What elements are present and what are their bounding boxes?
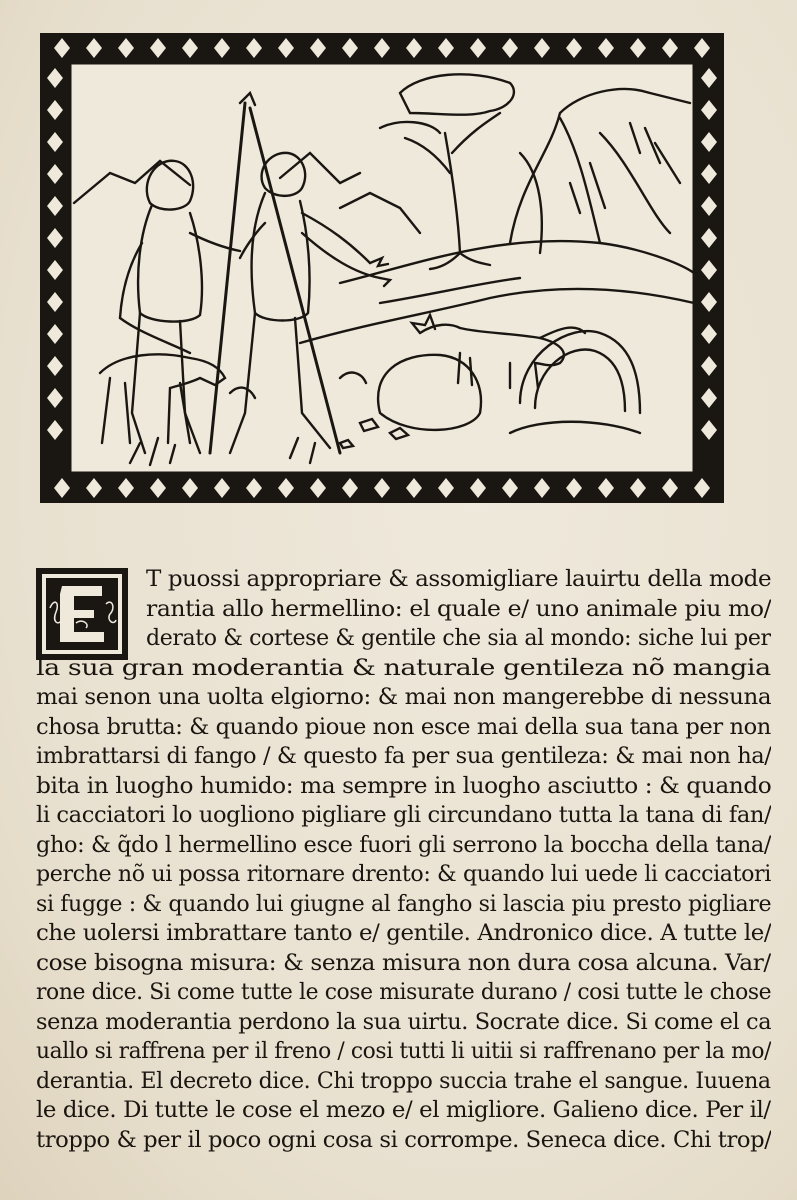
- text-line: T puossi appropriare & assomigliare lauirtu della mode: [146, 566, 772, 592]
- text-line: derantia. El decreto dice. Chi troppo succia trahe el sangue. Iuuena: [36, 1067, 771, 1094]
- text-line: senza moderantia perdono la sua uirtu. Socrate dice. Si come el ca: [36, 1008, 772, 1035]
- text-line: troppo & per il poco ogni cosa si corrompe. Seneca dice. Chi trop/: [36, 1126, 772, 1153]
- decorated-initial-E-icon: [36, 568, 128, 660]
- text-line: cose bisogna misura: & senza misura non dura cosa alcuna. Var/: [36, 949, 771, 976]
- text-line: rone dice. Si come tutte le cose misurate durano / cosi tutte le chose: [36, 979, 772, 1005]
- text-line: imbrattarsi di fango / & questo fa per sua gentileza: & mai non ha/: [36, 743, 772, 769]
- text-line: mai senon una uolta elgiorno: & mai non mangerebbe di nessuna: [36, 684, 772, 710]
- text-line: perche nõ ui possa ritornare drento: & quando lui uede li cacciatori: [36, 861, 771, 887]
- text-line: bita in luogho humido: ma sempre in luogho asciutto : & quando: [36, 772, 772, 799]
- text-line: le dice. Di tutte le cose el mezo e/ el migliore. Galieno dice. Per il/: [36, 1097, 771, 1123]
- text-line: che uolersi imbrattare tanto e/ gentile. Andronico dice. A tutte le/: [36, 920, 772, 946]
- text-line: la sua gran moderantia & naturale gentileza nõ mangia: [36, 654, 771, 681]
- text-line: rantia allo hermellino: el quale e/ uno animale piu mo/: [146, 595, 772, 622]
- decorated-initial: [36, 568, 128, 660]
- text-line: gho: & q̃do l hermellino esce fuori gli serrono la boccha della tana/: [36, 831, 772, 858]
- text-line: derato & cortese & gentile che sia al mondo: siche lui per: [146, 625, 771, 651]
- woodcut-illustration: [40, 33, 724, 503]
- text-line: si fugge : & quando lui giugne al fangho si lascia piu presto pigliare: [36, 890, 772, 917]
- text-line: chosa brutta: & quando pioue non esce mai della sua tana per non: [36, 713, 771, 740]
- text-line: uallo si raffrena per il freno / cosi tutti li uitii si raffrenano per la mo/: [36, 1038, 772, 1064]
- text-line: li cacciatori lo uogliono pigliare gli circundano tutta la tana di fan/: [36, 802, 772, 828]
- woodcut-illustration-icon: [40, 33, 724, 503]
